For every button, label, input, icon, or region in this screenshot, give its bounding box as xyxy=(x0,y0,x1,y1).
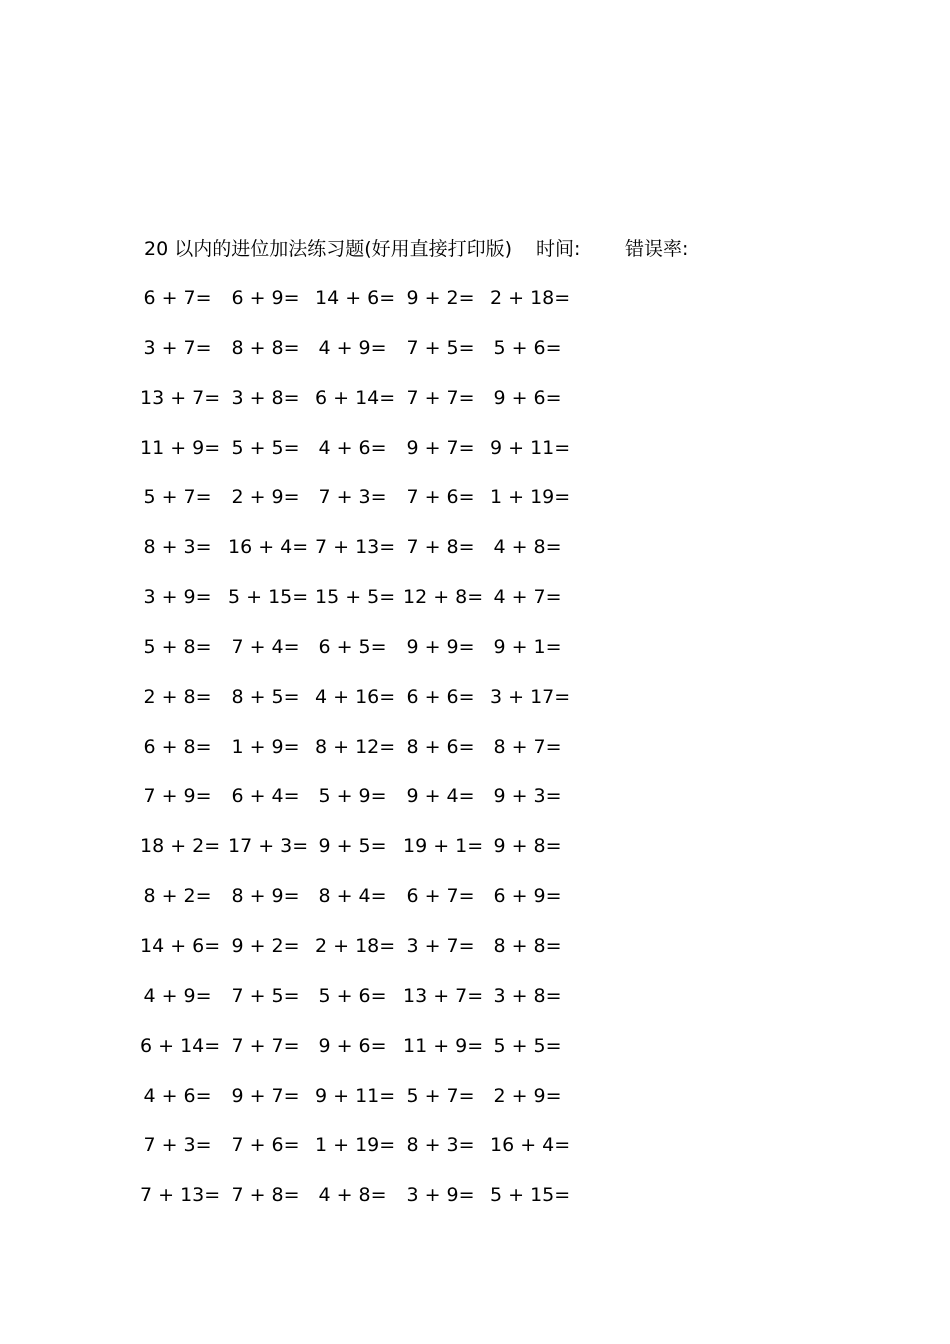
addition-problem: 19 + 1= xyxy=(403,835,484,858)
addition-problem: 5 + 15= xyxy=(228,586,309,609)
problem-row xyxy=(144,881,624,931)
addition-problem: 2 + 9= xyxy=(231,486,300,509)
addition-problem: 7 + 3= xyxy=(143,1134,212,1157)
error-rate-label: 错误率: xyxy=(625,238,689,260)
addition-problem: 15 + 5= xyxy=(315,586,396,609)
addition-problem: 4 + 6= xyxy=(143,1084,212,1107)
addition-problem: 9 + 1= xyxy=(493,635,562,658)
addition-problem: 9 + 2= xyxy=(231,934,300,957)
addition-problem: 14 + 6= xyxy=(140,934,221,957)
addition-problem: 1 + 19= xyxy=(490,486,571,509)
addition-problem: 4 + 8= xyxy=(493,536,562,559)
addition-problem: 7 + 7= xyxy=(406,386,475,409)
addition-problem: 8 + 2= xyxy=(143,885,212,908)
addition-problem: 16 + 4= xyxy=(228,536,309,559)
addition-problem: 6 + 9= xyxy=(231,287,300,309)
addition-problem: 8 + 8= xyxy=(493,934,562,957)
problem-row xyxy=(140,433,624,483)
addition-problem: 7 + 8= xyxy=(406,536,475,559)
addition-problem: 6 + 4= xyxy=(231,785,300,808)
addition-problem: 17 + 3= xyxy=(228,835,309,858)
problem-row xyxy=(144,333,624,383)
addition-problem: 9 + 5= xyxy=(318,835,387,858)
addition-problem: 6 + 7= xyxy=(406,885,475,908)
addition-problem: 8 + 5= xyxy=(231,685,300,708)
problem-row xyxy=(140,383,624,433)
addition-problem: 7 + 6= xyxy=(406,486,475,509)
addition-problem: 9 + 11= xyxy=(315,1084,396,1107)
problem-row xyxy=(144,582,624,632)
problem-row xyxy=(140,1031,624,1081)
problem-row xyxy=(144,1081,624,1131)
problem-row xyxy=(144,732,624,782)
problem-row xyxy=(144,283,624,333)
time-label: 时间: xyxy=(536,238,581,260)
addition-problem: 7 + 6= xyxy=(231,1134,300,1157)
addition-problem: 5 + 15= xyxy=(490,1184,571,1207)
addition-problem: 5 + 5= xyxy=(493,1034,562,1057)
addition-problem: 3 + 17= xyxy=(490,685,571,708)
addition-problem: 12 + 8= xyxy=(403,586,484,609)
addition-problem: 13 + 7= xyxy=(403,984,484,1007)
addition-problem: 4 + 9= xyxy=(318,336,387,359)
addition-problem: 5 + 7= xyxy=(143,486,212,509)
addition-problem: 11 + 9= xyxy=(403,1034,484,1057)
problem-row xyxy=(144,632,624,682)
addition-problem: 5 + 5= xyxy=(231,436,300,459)
addition-problem: 3 + 7= xyxy=(406,934,475,957)
addition-problem: 8 + 7= xyxy=(493,735,562,758)
addition-problem: 9 + 8= xyxy=(493,835,562,858)
addition-problem: 16 + 4= xyxy=(490,1134,571,1157)
addition-problem: 6 + 8= xyxy=(143,735,212,758)
addition-problem: 14 + 6= xyxy=(315,287,396,309)
addition-problem: 2 + 9= xyxy=(493,1084,562,1107)
addition-problem: 9 + 6= xyxy=(493,386,562,409)
addition-problem: 8 + 3= xyxy=(406,1134,475,1157)
addition-problem: 8 + 6= xyxy=(406,735,475,758)
addition-problem: 9 + 6= xyxy=(318,1034,387,1057)
addition-problem: 3 + 8= xyxy=(231,386,300,409)
addition-problem: 9 + 11= xyxy=(490,436,571,459)
addition-problem: 11 + 9= xyxy=(140,436,221,459)
addition-problem: 7 + 9= xyxy=(143,785,212,808)
addition-problem: 8 + 3= xyxy=(143,536,212,559)
addition-problem: 8 + 12= xyxy=(315,735,396,758)
problem-row xyxy=(140,831,624,881)
addition-problem: 8 + 8= xyxy=(231,336,300,359)
addition-problem: 7 + 5= xyxy=(406,336,475,359)
addition-problem: 4 + 16= xyxy=(315,685,396,708)
addition-problem: 9 + 9= xyxy=(406,635,475,658)
problem-row xyxy=(144,781,624,831)
addition-problem: 8 + 4= xyxy=(318,885,387,908)
addition-problem: 4 + 9= xyxy=(143,984,212,1007)
addition-problem: 6 + 14= xyxy=(315,386,396,409)
worksheet-title: 20 以内的进位加法练习题(好用直接打印版) xyxy=(144,238,513,260)
addition-problem: 3 + 9= xyxy=(406,1184,475,1207)
addition-problem: 13 + 7= xyxy=(140,386,221,409)
addition-problem: 4 + 6= xyxy=(318,436,387,459)
addition-problem: 7 + 4= xyxy=(231,635,300,658)
addition-problem: 6 + 14= xyxy=(140,1034,221,1057)
addition-problem: 2 + 18= xyxy=(315,934,396,957)
problem-row xyxy=(144,1130,624,1180)
addition-problem: 6 + 5= xyxy=(318,635,387,658)
addition-problem: 9 + 4= xyxy=(406,785,475,808)
addition-problem: 9 + 7= xyxy=(231,1084,300,1107)
addition-problem: 2 + 18= xyxy=(490,287,571,309)
addition-problem: 3 + 9= xyxy=(143,586,212,609)
addition-problem: 5 + 8= xyxy=(143,635,212,658)
addition-problem: 5 + 6= xyxy=(493,336,562,359)
addition-problem: 5 + 9= xyxy=(318,785,387,808)
problem-row xyxy=(144,532,624,582)
addition-problem: 5 + 7= xyxy=(406,1084,475,1107)
addition-problem: 5 + 6= xyxy=(318,984,387,1007)
problem-row xyxy=(144,482,624,532)
addition-problem: 1 + 19= xyxy=(315,1134,396,1157)
addition-problem: 18 + 2= xyxy=(140,835,221,858)
addition-problem: 9 + 3= xyxy=(493,785,562,808)
addition-problem: 7 + 3= xyxy=(318,486,387,509)
problem-row xyxy=(140,931,624,981)
addition-problem: 3 + 8= xyxy=(493,984,562,1007)
addition-problem: 7 + 13= xyxy=(315,536,396,559)
addition-problem: 7 + 5= xyxy=(231,984,300,1007)
addition-problem: 9 + 7= xyxy=(406,436,475,459)
addition-problem: 4 + 8= xyxy=(318,1184,387,1207)
problem-row xyxy=(140,1180,624,1230)
addition-problem: 6 + 7= xyxy=(143,287,212,309)
addition-problem: 9 + 2= xyxy=(406,287,475,309)
addition-problem: 4 + 7= xyxy=(493,586,562,609)
addition-problem: 6 + 6= xyxy=(406,685,475,708)
problem-row xyxy=(144,682,624,732)
problem-grid xyxy=(140,283,624,1230)
addition-problem: 7 + 7= xyxy=(231,1034,300,1057)
addition-problem: 8 + 9= xyxy=(231,885,300,908)
addition-problem: 1 + 9= xyxy=(231,735,300,758)
addition-problem: 3 + 7= xyxy=(143,336,212,359)
addition-problem: 7 + 8= xyxy=(231,1184,300,1207)
problem-row xyxy=(144,981,624,1031)
addition-problem: 2 + 8= xyxy=(143,685,212,708)
addition-problem: 7 + 13= xyxy=(140,1184,221,1207)
addition-problem: 6 + 9= xyxy=(493,885,562,908)
